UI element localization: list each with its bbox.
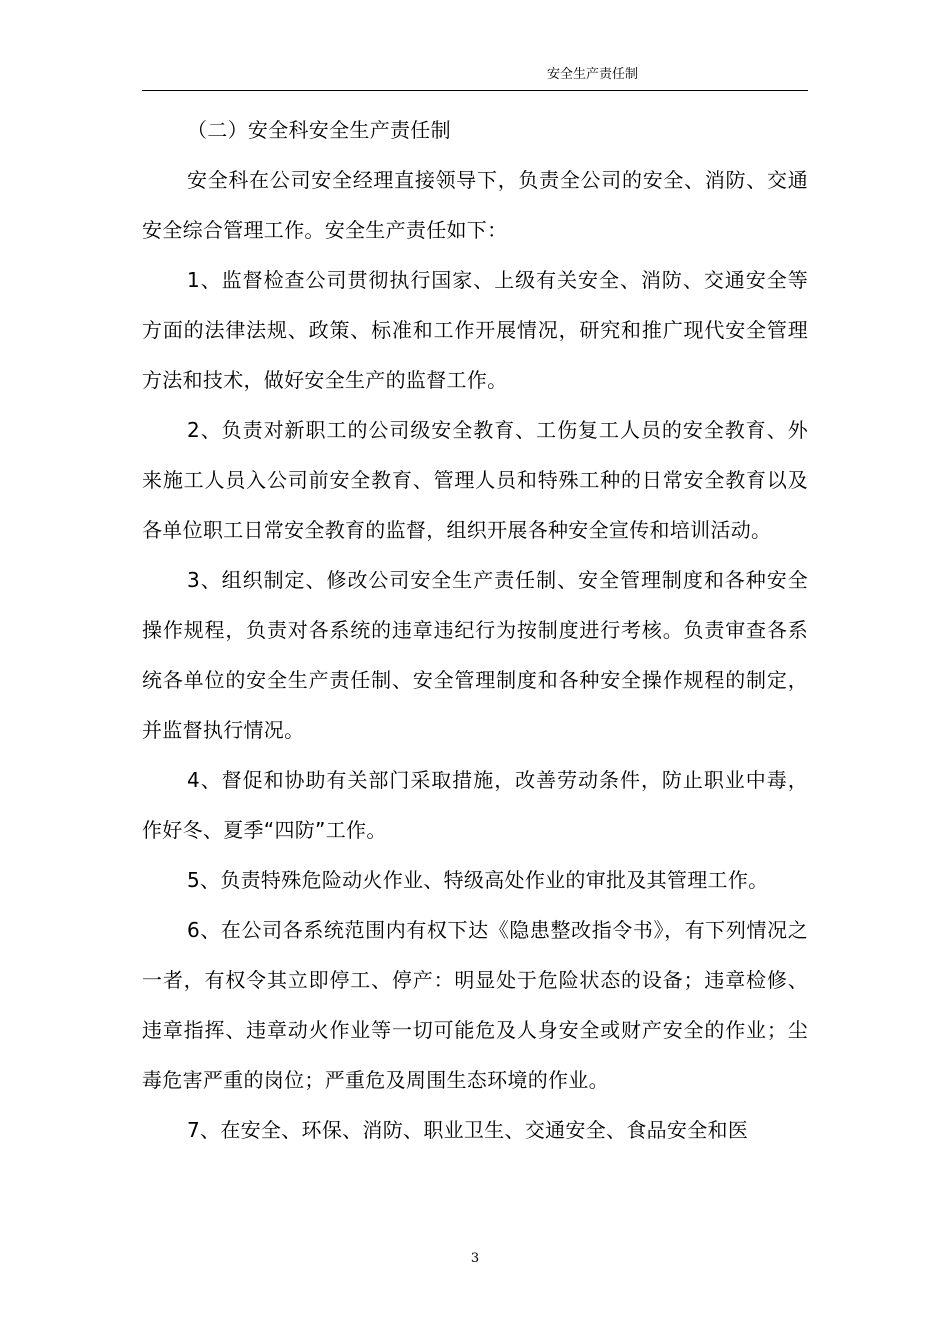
duty-item-3: 3、组织制定、修改公司安全生产责任制、安全管理制度和各种安全操作规程，负责对各系统的违章违纪行为按制度进行考核。负责审查各系统各单位的安全生产责任制、安全管理制度和各种安全操作规程的制定，并监督执行情况。 xyxy=(142,568,808,742)
duty-item-6: 6、在公司各系统范围内有权下达《隐患整改指令书》，有下列情况之一者，有权令其立即停工、停产：明显处于危险状态的设备；违章检修、违章指挥、违章动火作业等一切可能危及人身安全或财产安全的作业；尘毒危害严重的岗位；严重危及周围生态环境的作业。 xyxy=(142,918,808,1092)
page-header xyxy=(142,66,808,91)
duty-item-2: 2、负责对新职工的公司级安全教育、工伤复工人员的安全教育、外来施工人员入公司前安全教育、管理人员和特殊工种的日常安全教育以及各单位职工日常安全教育的监督，组织开展各种安全宣传和培训活动。 xyxy=(142,418,808,542)
page-number: 3 xyxy=(470,1251,480,1266)
header-title: 安全生产责任制 xyxy=(546,67,638,82)
intro-paragraph: 安全科在公司安全经理直接领导下，负责全公司的安全、消防、交通安全综合管理工作。安全生产责任如下： xyxy=(142,168,808,242)
duty-item-1: 1、监督检查公司贯彻执行国家、上级有关安全、消防、交通安全等方面的法律法规、政策、标准和工作开展情况，研究和推广现代安全管理方法和技术，做好安全生产的监督工作。 xyxy=(142,268,808,392)
document-body xyxy=(142,105,808,1155)
duty-item-7: 7、在安全、环保、消防、职业卫生、交通安全、食品安全和医 xyxy=(187,1118,749,1142)
section-title: （二）安全科安全生产责任制 xyxy=(187,118,451,142)
duty-item-4: 4、督促和协助有关部门采取措施，改善劳动条件，防止职业中毒，作好冬、夏季“四防”工作。 xyxy=(142,768,808,842)
duty-item-5: 5、负责特殊危险动火作业、特级高处作业的审批及其管理工作。 xyxy=(187,868,769,892)
